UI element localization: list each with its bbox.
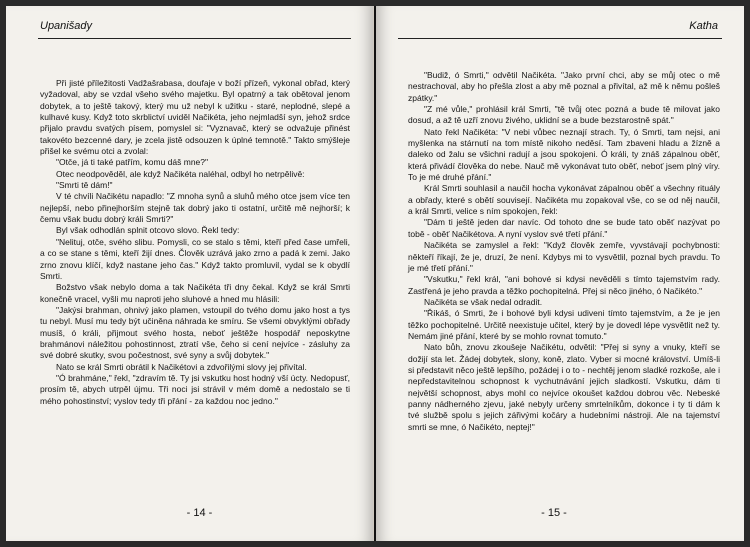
paragraph: Nato řekl Načikéta: "V nebi vůbec neznají strach. Ty, ó Smrti, tam nejsi, ani myšlenka na stárnutí na tom místě nikoho neděsí. Tam zbaveni hladu a žízně a daleko od žalu se všichni radují a jsou spokojeni. Ó králi, ty znáš zápalnou oběť, která přivádí člověka do nebe. Nauč mě vykonávat tuto oběť, neboť jsem plný víry. To je mé druhé přání." bbox=[408, 126, 720, 183]
paragraph: "Smrti tě dám!" bbox=[56, 180, 113, 191]
running-header-right: Katha bbox=[689, 20, 718, 32]
paragraph: "Ó brahmáne," řekl, "zdravím tě. Ty jsi vskutku host hodný vší úcty. Nedopusť, prosím tě, abych utrpěl újmu. Tři noci jsi strávil v mém domě a nedostalo se ti mého pohostinství; vyslov tedy tři přání - za každou noc jedno." bbox=[40, 372, 350, 406]
paragraph: Nato se král Smrti obrátil k Načikétovi a zdvořilými slovy jej přivítal. bbox=[56, 361, 307, 372]
paragraph: "Budiž, ó Smrti," odvětil Načikéta. "Jako první chci, aby se můj otec o mě nestrachoval, aby ho přešla zlost a aby mě poznal a přivítal, až mě k němu pošleš zpátky." bbox=[408, 70, 720, 103]
paragraph: Božstvo však nebylo doma a tak Načikéta tři dny čekal. Když se král Smrti konečně vracel, vyšli mu naproti jeho sluhové a hned mu hlásili: bbox=[40, 282, 350, 304]
right-page bbox=[376, 6, 744, 541]
paragraph: Byl však odhodlán splnit otcovo slovo. Řekl tedy: bbox=[56, 225, 240, 236]
paragraph: Načikéta se však nedal odradit. bbox=[424, 296, 543, 307]
left-page-text bbox=[40, 78, 350, 407]
paragraph: Nato bůh, znovu zkoušeje Načikétu, odvětil: "Přej si syny a vnuky, kteří se dožijí sta let. Žádej dobytek, slony, koně, zlato. Vyber si mocné království. Umíš-li si představit něco ještě lepšího, požádej i o to - nechtěj jenom sladké rozkoše, ale i nepředstavitelnou schopnost k vychutnávání jejich sladkostí. Vskutku, dám ti největší schopnost, abys mohl co nejvíce okoušet každou dobrou věc. Nebeské panny nádherného zjevu, jaké nebyly určeny smrtelníkům, dokonce i ty ti dám k tvé službě spolu s jejich zářivými kočáry a hudebními nástroji. Ale na tajemství smrti se mne, ó Načikéto, neptej!" bbox=[408, 342, 720, 432]
page-number-left: - 14 - bbox=[186, 507, 213, 519]
paragraph: "Říkáš, ó Smrti, že i bohové byli kdysi udiveni tímto tajemstvím, a že je jen těžko pochopitelné. Určitě neexistuje učitel, který by je dovedl lépe vysvětlit než ty. Nemám jiné přání, které by se mohlo rovnat tomuto." bbox=[408, 308, 720, 341]
running-header-left: Upanišady bbox=[40, 20, 92, 32]
paragraph: "Nelituj, otče, svého slibu. Pomysli, co se stalo s těmi, kteří před čase umřeli, a co se stane s těmi, kteří žijí dnes. Člověk uzrává jako zrno a padá k zemi. Jako zrno znovu klíčí, když nastane jeho čas." Když takto promluvil, vydal se k obydlí Smrti. bbox=[40, 236, 350, 281]
paragraph: "Otče, já ti také patřím, komu dáš mne?" bbox=[56, 157, 209, 168]
open-book bbox=[6, 6, 744, 541]
paragraph: "Jakýsi brahman, ohnivý jako plamen, vstoupil do tvého domu jako host a tys tu nebyl. Musí mu tedy být učiněna náhrada ke smíru. Se všemi obvyklými obřady musíš, ó králi, přijmout svého hosta, neboť ještěže hospodář neposkytne brahmánovi náležitou pohostinnost, ztratí vše, čeho si cení nejvíce - zásluhy za své dobré skutky, svou počestnost, své syny a svůj dobytek." bbox=[40, 304, 350, 361]
paragraph: "Z mé vůle," prohlásil král Smrti, "tě tvůj otec pozná a bude tě milovat jako dosud, a až tě uzří znovu živého, uklidní se a bude bezstarostně spát." bbox=[408, 104, 720, 126]
paragraph: "Vskutku," řekl král, "ani bohové si kdysi nevěděli s tímto tajemstvím rady. Zastřená je jeho pravda a těžko pochopitelná. Přej si něco jiného, ó Načikéto." bbox=[408, 274, 720, 296]
header-rule-left bbox=[38, 38, 351, 39]
page-number-right: - 15 - bbox=[541, 507, 567, 519]
paragraph: Otec neodpověděl, ale když Načikéta naléhal, odbyl ho netrpělivě: bbox=[56, 168, 305, 179]
header-rule-right bbox=[398, 38, 722, 39]
paragraph: V té chvíli Načikétu napadlo: "Z mnoha synů a sluhů mého otce jsem více ten nejlepší, nebo přinejhorším stejně tak dobrý jako ti ostatní, určitě mě nejhorší; k čemu však budu dobrý králi Smrti?" bbox=[40, 191, 350, 225]
paragraph: Král Smrti souhlasil a naučil hocha vykonávat zápalnou oběť a všechny rituály a obřady, které s obětí souvisejí. Načikéta mu zopakoval vše, co se od něj naučil, a král Smrti, velice s ním spokojen, řekl: bbox=[408, 183, 720, 217]
paragraph: Při jisté příležitosti Vadžašrabasa, doufaje v boží přízeň, vykonal obřad, který vyžadoval, aby se vzdal všeho svého majetku. Byl opatrný a tak obětoval jenom dobytek, a to ještě takový, který mu už nebyl k užitku - staré, neplodné, slepé a kulhavé kusy. Když toto skrblictví uviděl Načikéta, jeho nejmladší syn, jehož srdce přijalo pravdu svatých písem, pomyslel si: "Vyznavač, který se odvažuje přinést takovéto bezcenné dary, je zcela jistě odsouzen k úplné temnotě." Takto smýšleje přišel ke svému otci a zvolal: bbox=[40, 78, 350, 157]
paragraph: "Dám ti ještě jeden dar navíc. Od tohoto dne se bude tato oběť nazývat po tobě - oběť Načikétova. A nyní vyslov své třetí přání." bbox=[408, 217, 720, 239]
left-page bbox=[6, 6, 374, 541]
paragraph: Načikéta se zamyslel a řekl: "Když člověk zemře, vyvstávají pochybnosti: někteří říkají, že je, druzí, že není. Kdybys mi to vysvětlil, poznal bych pravdu. To je mé třetí přání." bbox=[408, 240, 720, 273]
right-page-text bbox=[408, 70, 720, 433]
